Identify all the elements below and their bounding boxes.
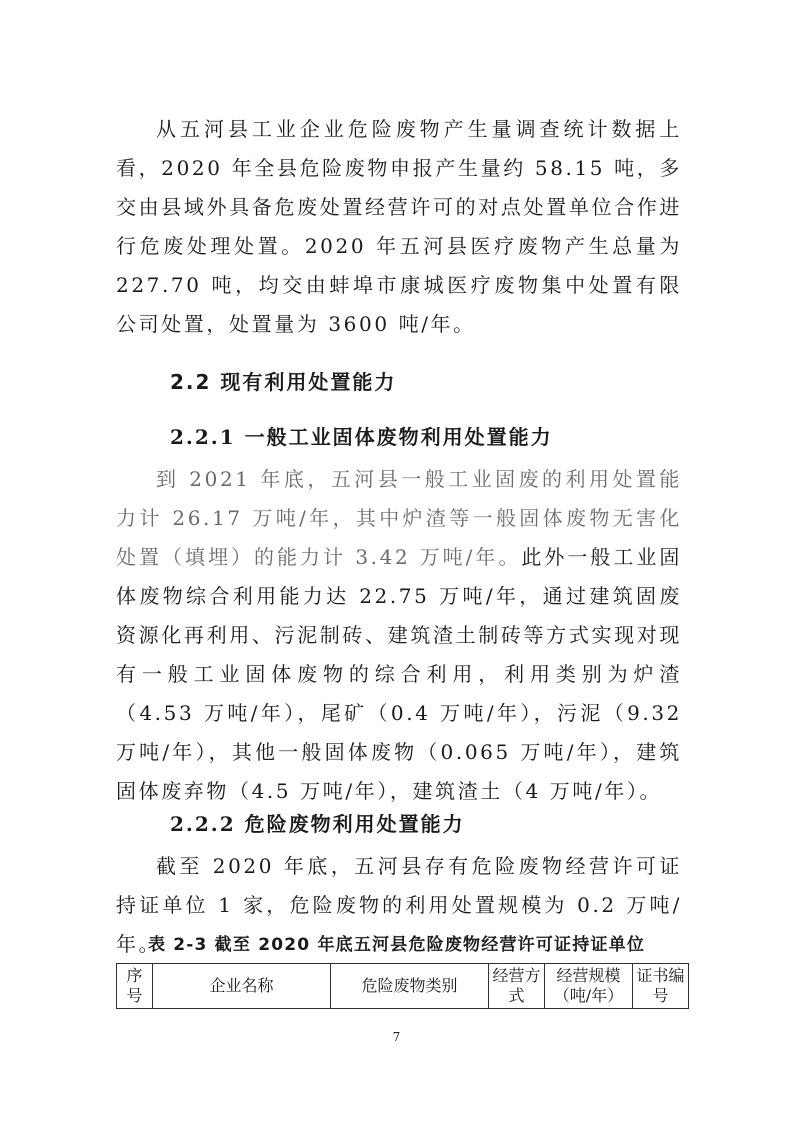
column-header-operation-mode: 经营方式 xyxy=(489,964,545,1009)
column-header-waste-category: 危险废物类别 xyxy=(331,964,489,1009)
paragraph-industrial-waste-capacity-part2: 此外一般工业固体废物综合利用能力达 22.75 万吨/年，通过建筑固废资源化再利用、污泥制砖、建筑渣土制砖等方式实现对现有一般工业固体废物的综合利用，利用类别为炉渣（4.53 万吨/年），尾矿（0.4 万吨/年），污泥（9.32 万吨/年），其他一般固体废物（0.065 万吨/年），建筑固体废弃物（4.5 万吨/年），建筑渣土（4 万吨/年）。 xyxy=(116,545,682,803)
section-heading-2-2-2: 2.2.2 危险废物利用处置能力 xyxy=(170,812,465,836)
table-header-row xyxy=(117,964,689,1009)
paragraph-industrial-waste-capacity-part1: 到 2021 年底，五河县一般工业固废的利用处置能力计 26.17 万吨/年，其中炉渣等一般固体废物无害化处置（填埋）的能力计 3.42 万吨/年。 xyxy=(116,467,682,569)
paragraph-industrial-waste-capacity xyxy=(116,460,682,811)
column-header-index: 序号 xyxy=(117,964,153,1009)
column-header-operation-scale: 经营规模（吨/年） xyxy=(545,964,633,1009)
column-header-certificate-number: 证书编号 xyxy=(633,964,689,1009)
paragraph-hazardous-waste-survey: 从五河县工业企业危险废物产生量调查统计数据上看，2020 年全县危险废物申报产生量约 58.15 吨，多交由县域外具备危废处置经营许可的对点处置单位合作进行危废处理处置。2020 年五河县医疗废物产生总量为 227.70 吨，均交由蚌埠市康城医疗废物集中处置有限公司处置，处置量为 3600 吨/年。 xyxy=(116,117,682,336)
section-heading-2-2-1: 2.2.1 一般工业固体废物利用处置能力 xyxy=(170,425,553,449)
column-header-company: 企业名称 xyxy=(153,964,331,1009)
section-heading-2-2: 2.2 现有利用处置能力 xyxy=(170,370,397,394)
hazardous-license-table xyxy=(116,963,689,1009)
table-caption: 表 2-3 截至 2020 年底五河县危险废物经营许可证持证单位 xyxy=(147,935,646,955)
page-number: 7 xyxy=(392,1030,401,1044)
paragraph-hazardous-license: 截至 2020 年底，五河县存有危险废物经营许可证持证单位 1 家，危险废物的利用处置规模为 0.2 万吨/年。 xyxy=(116,854,682,956)
